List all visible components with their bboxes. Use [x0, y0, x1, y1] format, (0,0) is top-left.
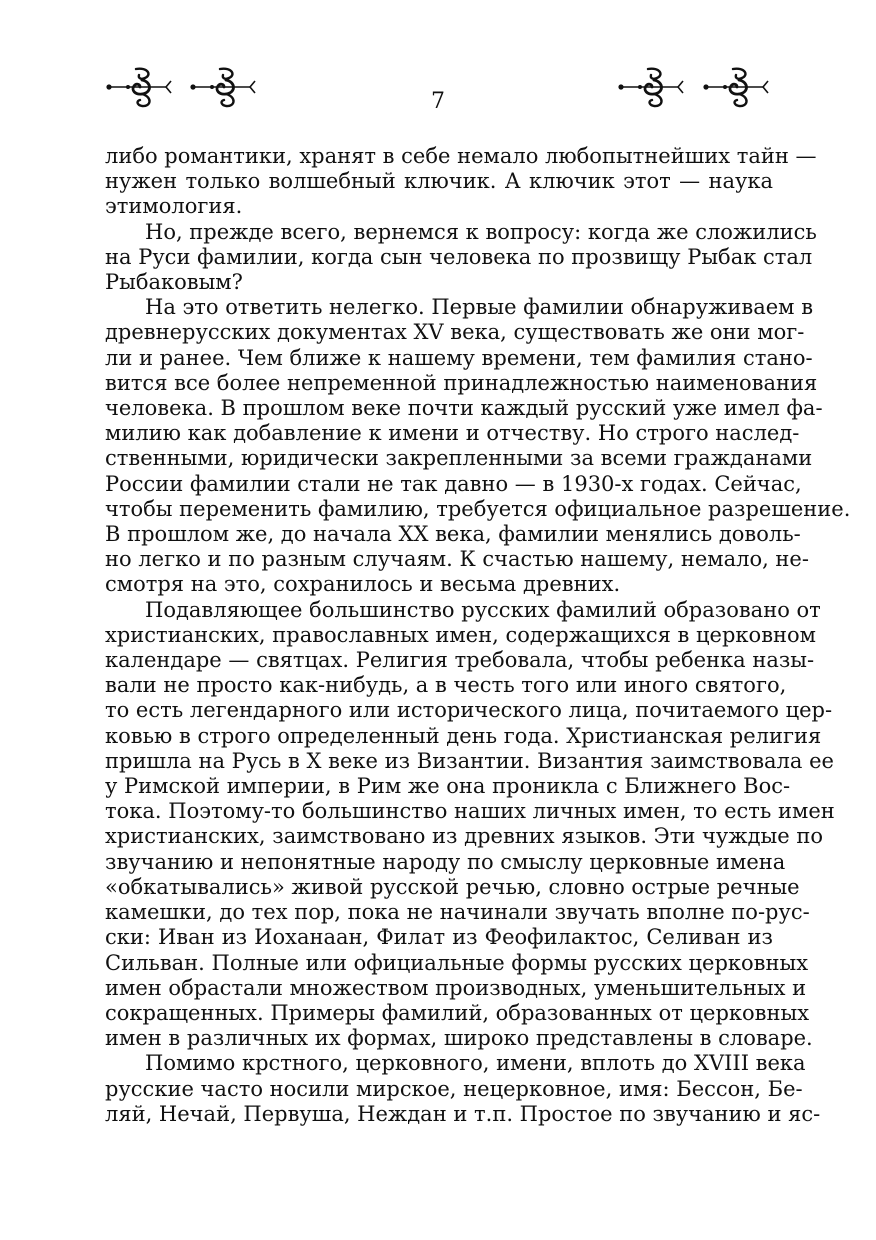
text-line: у Римской империи, в Рим же она проникла с Ближнего Вос- — [105, 774, 791, 799]
text-line: древнерусских документах XV века, существовать же они мог- — [105, 320, 805, 345]
text-line: милию как добавление к имени и отчеству. Но строго наслед- — [105, 421, 800, 446]
text-line: нужен только волшебный ключик. А ключик этот — наука — [105, 169, 773, 194]
text-line: вится все более непременной принадлежностью наименования — [105, 370, 818, 395]
text-line: имен обрастали множеством производных, уменьшительных и — [105, 975, 807, 1000]
text-line: человека. В прошлом веке почти каждый русский уже имел фа- — [105, 396, 823, 421]
text-line: ковью в строго определенный день года. Христианская религия — [105, 723, 822, 748]
text-line: России фамилии стали не так давно — в 1930-х годах. Сейчас, — [105, 471, 802, 496]
paragraph — [105, 144, 817, 220]
text-line: этимология. — [105, 194, 243, 219]
text-line: «обкатывались» живой русской речью, словно острые речные — [105, 874, 800, 899]
text-line: Помимо крстного, церковного, имени, вплоть до XVIII века — [145, 1051, 806, 1076]
text-line: христианских, православных имен, содержащихся в церковном — [105, 622, 816, 647]
text-line: Но, прежде всего, вернемся к вопросу: когда же сложились — [145, 219, 817, 244]
body-text — [105, 144, 851, 1127]
text-line: либо романтики, хранят в себе немало любопытнейших тайн — — [105, 144, 817, 168]
text-line: сокращенных. Примеры фамилий, образованных от церковных — [105, 1000, 810, 1025]
text-line: тока. Поэтому-то большинство наших личных имен, то есть имен — [105, 799, 835, 824]
text-line: звучанию и непонятные народу по смыслу церковные имена — [105, 849, 786, 874]
text-line: чтобы переменить фамилию, требуется официальное разрешение. — [105, 496, 851, 521]
text-line: ляй, Нечай, Первуша, Неждан и т.п. Простое по звучанию и яс- — [105, 1101, 821, 1126]
text-line: то есть легендарного или исторического лица, почитаемого цер- — [105, 698, 833, 723]
paragraph — [105, 219, 817, 296]
text-line: ственными, юридически закрепленными за всеми гражданами — [105, 446, 813, 471]
text-line: На это ответить нелегко. Первые фамилии обнаруживаем в — [145, 295, 814, 320]
text-line: русские часто носили мирское, нецерковное, имя: Бессон, Бе- — [105, 1076, 803, 1101]
text-line: христианских, заимствовано из древних языков. Эти чуждые по — [105, 824, 823, 849]
text-line: Рыбаковым? — [105, 270, 243, 295]
paragraph — [105, 295, 851, 597]
page-number: 7 — [431, 89, 445, 114]
text-line: но легко и по разным случаям. К счастью нашему, немало, не- — [105, 547, 809, 572]
text-line: на Руси фамилии, когда сын человека по прозвищу Рыбак стал — [105, 244, 813, 269]
paragraph — [105, 597, 835, 1052]
text-line: имен в различных их формах, широко представлены в словаре. — [105, 1026, 813, 1051]
text-line: ли и ранее. Чем ближе к нашему времени, тем фамилия стано- — [105, 345, 813, 370]
text-line: В прошлом же, до начала XX века, фамилии менялись доволь- — [105, 522, 801, 547]
text-line: пришла на Русь в X веке из Византии. Византия заимствовала ее — [105, 748, 834, 773]
text-line: камешки, до тех пор, пока не начинали звучать вполне по-рус- — [105, 900, 810, 925]
text-line: ски: Иван из Иоханаан, Филат из Феофилактос, Селиван из — [105, 925, 773, 950]
text-line: Подавляющее большинство русских фамилий образовано от — [145, 597, 821, 622]
text-line: Сильван. Полные или официальные формы русских церковных — [105, 950, 809, 975]
text-line: календаре — святцах. Религия требовала, чтобы ребенка назы- — [105, 648, 815, 673]
text-line: смотря на это, сохранилось и весьма древних. — [105, 572, 621, 597]
paragraph — [105, 1051, 821, 1127]
text-line: вали не просто как-нибудь, а в честь того или иного святого, — [105, 673, 787, 698]
